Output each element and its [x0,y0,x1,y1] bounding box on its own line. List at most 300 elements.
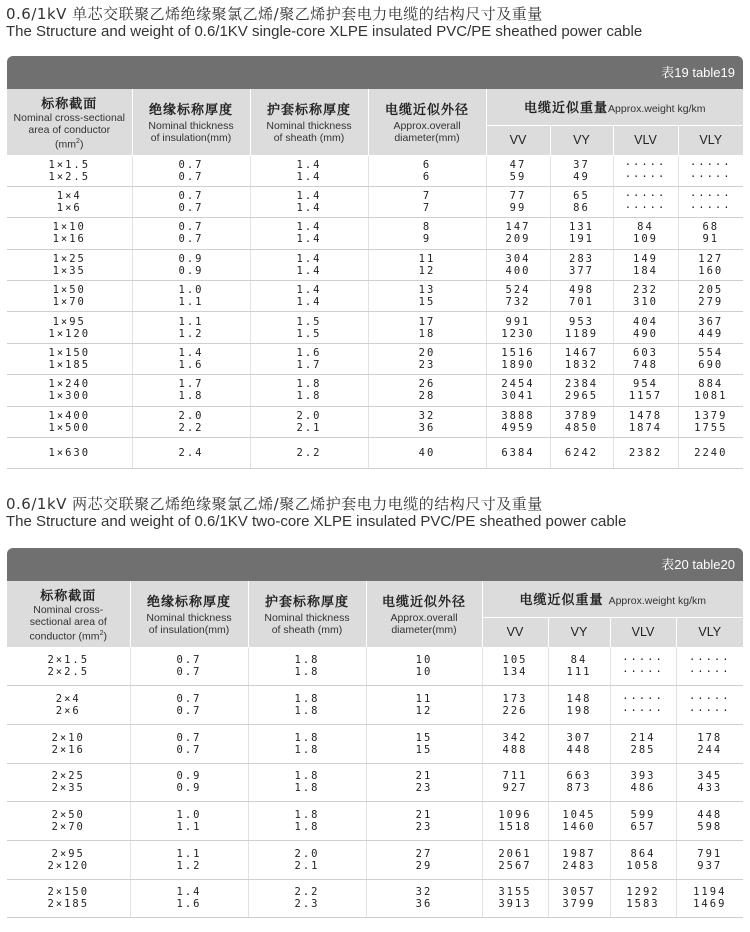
cell-sheath [250,155,368,186]
cell-value: 0.7 [176,705,202,718]
cell-vly [678,375,743,406]
cell-value: 105 [502,654,528,667]
cell-value: 0.7 [178,158,204,171]
cell-value: 1×150 [48,347,91,360]
cell-value: 1×240 [48,378,91,391]
cell-vlv [613,406,678,437]
cell-value: ····· [688,666,731,679]
cell-value: 1×50 [52,284,86,297]
cell-value: 1.8 [296,390,322,403]
cell-value: 2.0 [294,847,320,860]
cell-vv [482,802,548,841]
cell-value: 1890 [501,359,535,372]
cell-value: 3057 [562,886,596,899]
cell-value: 111 [566,666,592,679]
cell-sheath [250,186,368,217]
cell-insulation [132,312,250,343]
cell-vly [676,763,743,802]
cell-diameter [366,879,482,918]
cell-value: 0.9 [178,252,204,265]
table-row [7,724,743,763]
cell-value: 1×500 [48,421,91,434]
cell-value: 791 [697,847,723,860]
cell-value: 59 [509,170,527,183]
cell-value: 1.4 [296,264,322,277]
header-section: 标称截面 Nominal cross-sectional area of conductor $(mm^2)$ [7,89,132,155]
cell-value: 884 [698,378,724,391]
table-row [7,406,743,437]
cell-section [7,155,132,186]
cell-value: ····· [689,170,732,183]
cell-section [7,763,130,802]
cell-vly [676,879,743,918]
cell-value: 1.4 [296,170,322,183]
cell-value: 1×95 [52,315,86,328]
table-row [7,186,743,217]
cell-value: 1.8 [294,731,320,744]
cell-insulation [132,343,250,374]
cell-section [7,686,130,725]
cell-value: 1.8 [294,782,320,795]
cell-vy [550,249,613,280]
cell-value: 2965 [564,390,599,403]
cell-value: 404 [633,315,658,328]
cell-value: 864 [630,847,656,860]
cell-value: 109 [633,233,658,246]
cell-section [7,375,132,406]
cell-insulation [130,802,248,841]
cell-diameter [368,155,486,186]
cell-value: 1478 [628,409,663,422]
subheader-vy: VY [550,125,613,155]
cell-value: 1.8 [294,705,320,718]
cell-section [7,218,132,249]
cell-value: 1194 [693,886,727,899]
cell-vlv [610,763,676,802]
cell-value: 2×150 [47,886,90,899]
cell-value: 1×16 [52,233,86,246]
header-weight: 电缆近似重量Approx.weight kg/km [486,89,743,125]
cell-vly [678,186,743,217]
cell-vy [548,840,610,879]
cell-vy [548,802,610,841]
cell-value: 1.1 [178,296,204,309]
cell-value: 21 [415,770,433,783]
cell-value: 873 [566,782,592,795]
cell-value: 1×70 [52,296,86,309]
cell-diameter [368,218,486,249]
cell-value: 3789 [564,409,599,422]
header-sheath: 护套标称厚度 Nominal thickness of sheath (mm) [250,89,368,155]
cell-section [7,724,130,763]
cell-value: 0.7 [178,221,204,234]
cell-vly [676,647,743,686]
cell-vlv [613,155,678,186]
cell-value: 32 [418,409,436,422]
cell-value: 1.4 [296,284,322,297]
cell-value: 11 [418,252,436,265]
table-title-en: The Structure and weight of 0.6/1KV single-core XLPE insulated PVC/PE sheathed power cable [6,23,643,40]
cell-value: ····· [688,705,731,718]
cell-value: 4959 [501,421,535,434]
cell-diameter [368,343,486,374]
cell-vlv [613,218,678,249]
cell-value: 2×4 [55,693,81,706]
cell-value: 191 [569,233,594,246]
cell-value: 23 [418,359,436,372]
cell-value: 1.4 [178,347,204,360]
cell-value: 1.5 [296,315,322,328]
cell-vy [548,686,610,725]
cell-insulation [132,406,250,437]
cell-value: ····· [622,705,664,718]
cell-value: ····· [624,158,667,171]
cell-value: 40 [418,447,436,460]
cell-value: 554 [698,347,724,360]
table-row [7,218,743,249]
cell-value: 1.7 [178,378,204,391]
cell-value: 3799 [562,898,596,911]
cell-value: 1987 [562,847,596,860]
cell-vy [550,281,613,312]
cell-sheath [250,438,368,469]
cell-sheath [248,724,366,763]
cell-value: 1516 [501,347,535,360]
cell-value: 433 [697,782,723,795]
cell-value: 23 [415,782,433,795]
table-title-cn: 0.6/1kV 两芯交联聚乙烯绝缘聚氯乙烯/聚乙烯护套电力电缆的结构尺寸及重量 [6,495,543,513]
cell-value: 37 [573,158,590,171]
cell-diameter [368,312,486,343]
cell-value: ····· [688,654,731,667]
cell-value: 2483 [562,859,596,872]
cell-value: 1.1 [176,847,202,860]
cell-value: 1096 [498,809,532,822]
cell-value: 160 [698,264,724,277]
cell-value: 6384 [501,447,535,460]
cell-value: 2×6 [55,705,81,718]
header-diameter: 电缆近似外径 Approx.overall diameter(mm) [366,581,482,647]
cell-value: 232 [633,284,658,297]
cell-value: 1.8 [294,770,320,783]
cell-vy [548,724,610,763]
cell-value: 226 [502,705,528,718]
cell-value: 6 [422,170,432,183]
cell-value: 953 [569,315,594,328]
cell-diameter [368,406,486,437]
cell-value: 10 [415,654,433,667]
cell-value: 184 [633,264,658,277]
cell-vly [678,281,743,312]
cell-value: 0.9 [178,264,204,277]
cell-vy [550,312,613,343]
cell-vly [678,218,743,249]
cell-insulation [132,438,250,469]
cell-vly [678,438,743,469]
cell-vly [678,249,743,280]
cell-value: 1.4 [296,221,322,234]
cell-value: 1292 [626,886,660,899]
table-row [7,375,743,406]
cell-value: 3041 [501,390,535,403]
cell-insulation [132,375,250,406]
cell-value: 131 [569,221,594,234]
cell-value: 1.4 [296,190,322,203]
cell-value: ····· [688,693,731,706]
cell-value: 1.8 [294,666,320,679]
cell-value: 1.2 [178,327,204,340]
cell-value: 27 [415,847,433,860]
cell-value: 1058 [626,859,660,872]
cell-sheath [250,375,368,406]
cell-value: 1583 [626,898,660,911]
cell-value: 2.4 [178,447,204,460]
cell-vv [486,249,550,280]
table-row [7,802,743,841]
cell-value: 748 [633,359,658,372]
cell-value: 0.7 [178,202,204,215]
cell-value: 36 [415,898,433,911]
cell-value: 2.0 [178,409,204,422]
cell-value: 1×35 [52,264,86,277]
cell-value: 690 [698,359,724,372]
cell-value: 1.5 [296,327,322,340]
cell-vlv [613,343,678,374]
cell-value: 2×95 [51,847,85,860]
cell-sheath [248,802,366,841]
cell-value: 1×1.5 [48,158,91,171]
cell-value: 11 [415,693,433,706]
cell-diameter [366,686,482,725]
cell-value: 599 [630,809,656,822]
cell-sheath [248,763,366,802]
cell-vlv [613,438,678,469]
cell-insulation [132,249,250,280]
cell-value: 1.8 [294,821,320,834]
cell-sheath [248,686,366,725]
cell-diameter [368,375,486,406]
cell-value: 448 [566,743,592,756]
cell-value: 448 [697,809,723,822]
cell-value: 68 [702,221,720,234]
cell-value: 2×35 [51,782,85,795]
cell-value: 2061 [498,847,532,860]
cell-vly [678,343,743,374]
cell-value: 244 [697,743,723,756]
cell-value: 1157 [628,390,663,403]
table-row [7,438,743,469]
cell-value: 1.4 [296,252,322,265]
cell-vv [486,312,550,343]
cell-section [7,186,132,217]
cell-value: 209 [505,233,531,246]
cell-value: 29 [415,859,433,872]
cell-value: 1.8 [294,809,320,822]
cell-vv [486,218,550,249]
cell-value: 1.0 [178,284,204,297]
cell-value: 2×50 [51,809,85,822]
cell-value: 1.8 [296,378,322,391]
table-row [7,763,743,802]
cell-value: 1469 [693,898,727,911]
header-sheath: 护套标称厚度 Nominal thickness of sheath (mm) [248,581,366,647]
cell-value: 732 [505,296,531,309]
cell-diameter [366,763,482,802]
cell-vlv [610,724,676,763]
cell-vlv [610,647,676,686]
cell-value: 2454 [501,378,535,391]
cell-value: 20 [418,347,436,360]
cell-value: 498 [569,284,594,297]
cell-value: 1081 [694,390,728,403]
cell-vv [486,406,550,437]
cell-vv [486,438,550,469]
cell-diameter [366,647,482,686]
cell-value: 1×4 [56,190,82,203]
table-row [7,343,743,374]
cell-value: 86 [573,202,590,215]
subheader-vly: VLY [678,125,743,155]
cell-vy [550,438,613,469]
cell-value: 7 [422,202,432,215]
cell-value: 205 [698,284,724,297]
cell-value: 1.8 [294,654,320,667]
cell-section [7,406,132,437]
cell-value: 1045 [562,809,596,822]
cell-value: 1.6 [176,898,202,911]
cell-insulation [130,724,248,763]
cell-vy [550,155,613,186]
cell-value: 6 [422,158,432,171]
cell-vv [486,375,550,406]
cell-value: 1×10 [52,221,86,234]
cell-value: 310 [633,296,658,309]
cell-vv [486,343,550,374]
cell-sheath [250,218,368,249]
subheader-vy: VY [548,617,610,647]
cell-value: 954 [633,378,658,391]
cell-value: 1.4 [176,886,202,899]
subheader-vlv: VLV [613,125,678,155]
cell-insulation [130,879,248,918]
cell-vlv [610,879,676,918]
cell-value: 1.2 [176,859,202,872]
cell-vlv [613,281,678,312]
cell-value: 1.4 [296,158,322,171]
header-diameter: 电缆近似外径 Approx.overall diameter(mm) [368,89,486,155]
cell-value: 937 [697,859,723,872]
cell-value: 148 [566,693,592,706]
cell-value: 1189 [564,327,599,340]
cell-value: 149 [633,252,658,265]
cell-value: 8 [422,221,432,234]
table-row [7,647,743,686]
cell-vv [482,763,548,802]
cell-section [7,249,132,280]
cell-value: 4850 [564,421,599,434]
cell-vy [550,375,613,406]
cell-value: ····· [622,666,664,679]
cell-value: 490 [633,327,658,340]
cell-value: 49 [573,170,590,183]
cell-value: 1×630 [48,447,91,460]
cell-value: 127 [698,252,724,265]
cell-section [7,438,132,469]
cell-value: 84 [570,654,588,667]
cell-value: 279 [698,296,724,309]
table-row [7,840,743,879]
cell-value: 2×2.5 [47,666,90,679]
subheader-vlv: VLV [610,617,676,647]
cell-diameter [368,438,486,469]
cell-value: 2384 [564,378,599,391]
cell-value: 486 [630,782,656,795]
cell-vlv [613,249,678,280]
cell-vlv [613,186,678,217]
cell-sheath [248,647,366,686]
cell-value: 1518 [498,821,532,834]
table-row [7,249,743,280]
cell-sheath [248,840,366,879]
cell-value: 1467 [564,347,599,360]
cell-insulation [130,686,248,725]
cell-value: ····· [624,190,667,203]
cell-value: 991 [505,315,531,328]
cell-value: 1.8 [294,743,320,756]
cell-vy [548,763,610,802]
subheader-vly: VLY [676,617,743,647]
cell-value: 304 [505,252,531,265]
cell-value: 367 [698,315,724,328]
cell-value: 28 [418,390,436,403]
cell-value: 0.7 [178,233,204,246]
cell-insulation [130,840,248,879]
cell-value: 0.7 [178,170,204,183]
cell-section [7,802,130,841]
cell-value: 1.1 [178,315,204,328]
cell-value: ····· [622,693,664,706]
table-row [7,312,743,343]
cell-sheath [250,281,368,312]
cell-value: 13 [418,284,436,297]
cell-value: 6242 [564,447,599,460]
cell-value: 1460 [562,821,596,834]
cell-insulation [132,281,250,312]
cell-value: 91 [702,233,720,246]
cell-value: 21 [415,809,433,822]
cell-section [7,840,130,879]
cell-value: 524 [505,284,531,297]
cell-value: 173 [502,693,528,706]
cell-value: 1.7 [296,359,322,372]
cell-value: 1755 [694,421,728,434]
cell-value: 0.7 [176,693,202,706]
cell-value: 2.3 [294,898,320,911]
cell-value: 178 [697,731,723,744]
cell-value: 377 [569,264,594,277]
cell-value: 18 [418,327,436,340]
cell-vy [548,879,610,918]
cell-section [7,343,132,374]
cell-insulation [130,763,248,802]
table-row [7,686,743,725]
cell-value: 32 [415,886,433,899]
cell-value: 2×16 [51,743,85,756]
cell-value: 1874 [628,421,663,434]
cell-value: 1.6 [178,359,204,372]
cell-value: 15 [415,743,433,756]
cell-value: 2.2 [178,421,204,434]
